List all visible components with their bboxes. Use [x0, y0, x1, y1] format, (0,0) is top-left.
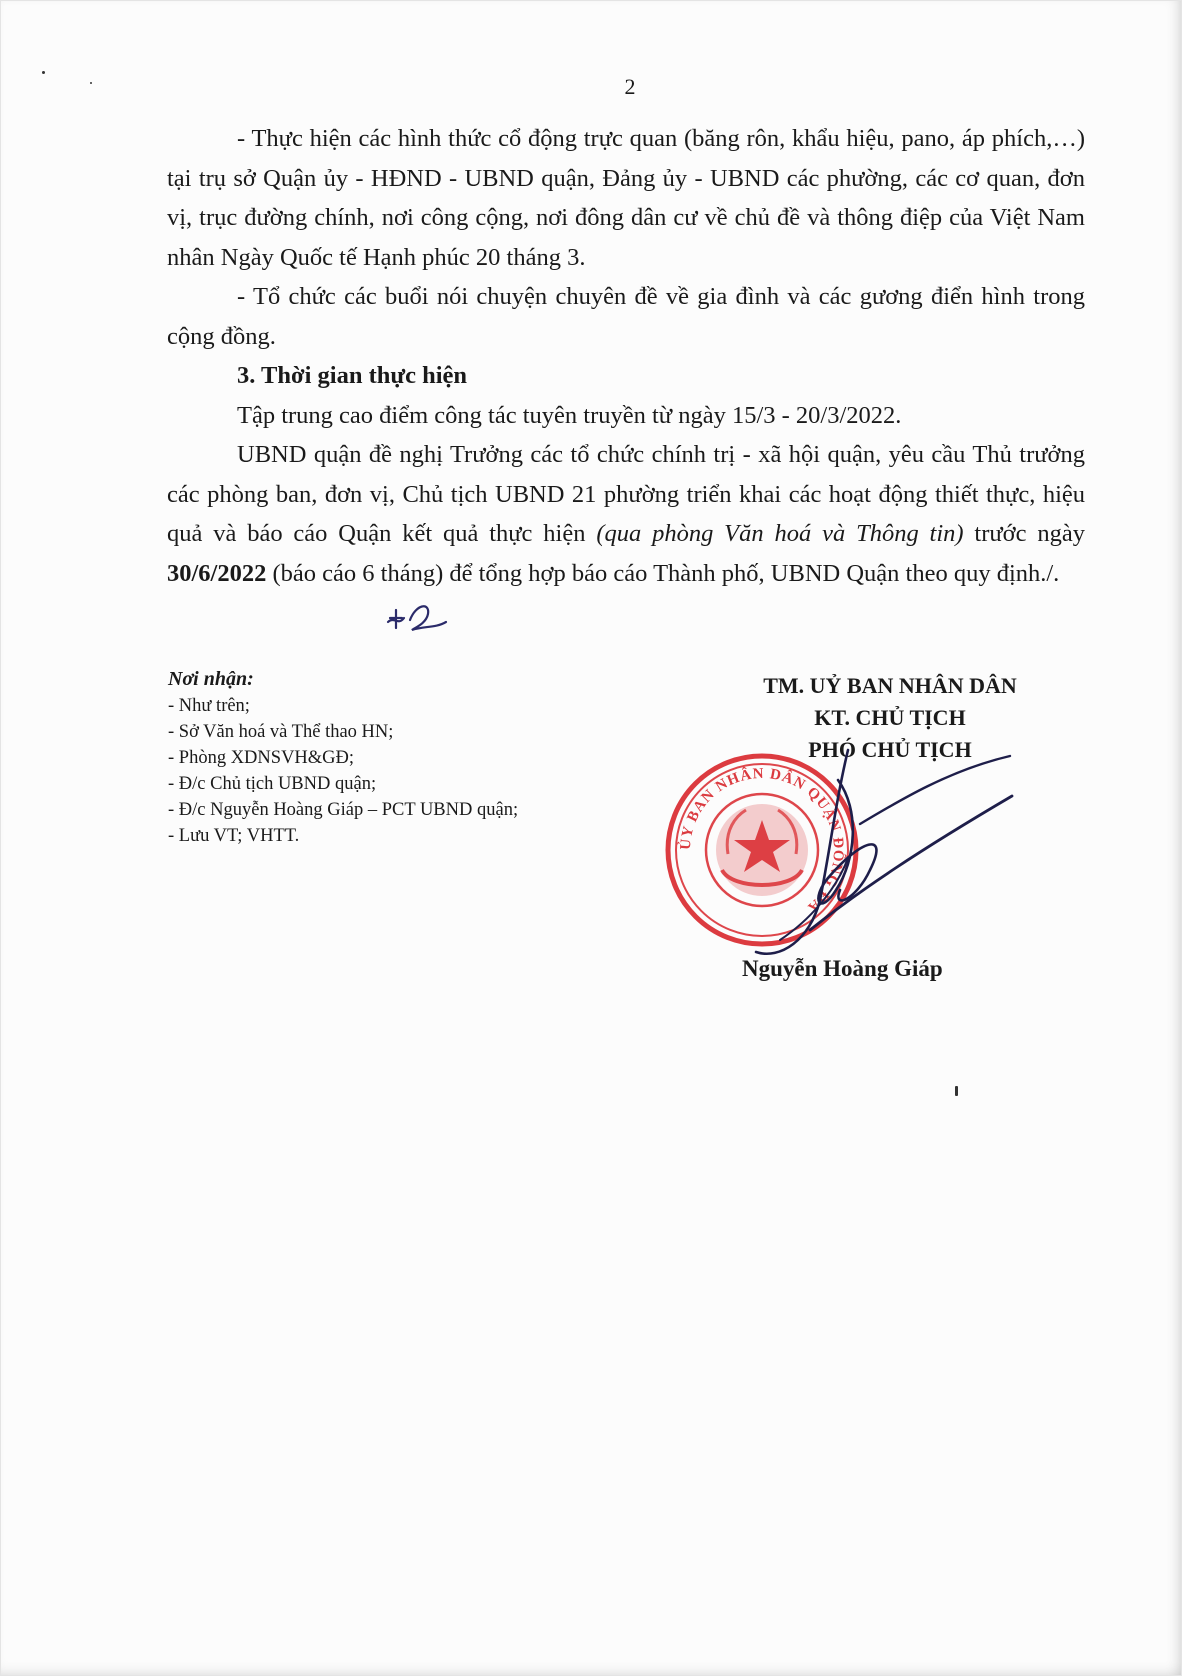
- closing-text-middle: trước ngày: [963, 520, 1085, 547]
- recipient-item: - Lưu VT; VHTT.: [168, 826, 300, 846]
- recipients-list: [168, 693, 518, 849]
- handwritten-initials: [384, 596, 454, 636]
- signature-title-line1: TM. UỶ BAN NHÂN DÂN: [763, 673, 1017, 698]
- seal-ring-text: ỦY BAN NHÂN DÂN QUẬN ĐỐNG ĐA: [677, 765, 847, 916]
- closing-text-end: (báo cáo 6 tháng) để tổng hợp báo cáo Thành phố, UBND Quận theo quy định./.: [266, 559, 1060, 587]
- paragraph-talks: - Tổ chức các buổi nói chuyện chuyên đề về gia đình và các gương điển hình trong cộng đồng.: [167, 283, 1085, 350]
- paragraph-closing: [167, 435, 1085, 593]
- recipients-block: [168, 666, 518, 849]
- recipient-item: - Phòng XDNSVH&GĐ;: [168, 748, 355, 768]
- recipient-item: - Đ/c Nguyễn Hoàng Giáp – PCT UBND quận;: [168, 800, 519, 820]
- scan-speck: [955, 1086, 958, 1096]
- document-body: [167, 119, 1085, 593]
- paragraph-timeline: Tập trung cao điểm công tác tuyên truyền từ ngày 15/3 - 20/3/2022.: [237, 401, 902, 429]
- recipient-item: - Như trên;: [168, 696, 250, 716]
- signature-title-line3: PHÓ CHỦ TỊCH: [808, 737, 972, 762]
- paragraph-visual-campaign: - Thực hiện các hình thức cổ động trực quan (băng rôn, khẩu hiệu, pano, áp phích,…) tại trụ sở Quận ủy - HĐND - UBND quận, Đảng ủy - UBND các phường, các cơ quan, đơn vị, trục đường chính, nơi công cộng, nơi đông dân cư về chủ đề và thông điệp của Việt Nam nhân Ngày Quốc tế Hạnh phúc 20 tháng 3.: [167, 125, 1085, 271]
- signature-title-line2: KT. CHỦ TỊCH: [814, 705, 966, 730]
- page-number: 2: [624, 74, 636, 99]
- closing-italic-via: (qua phòng Văn hoá và Thông tin): [596, 520, 964, 547]
- section-heading-timeline: 3. Thời gian thực hiện: [237, 362, 467, 389]
- handwritten-signature: [660, 740, 1020, 970]
- closing-text-start: UBND quận đề nghị Trưởng các tổ chức chính trị - xã hội quận, yêu cầu Thủ trưởng các phòng ban, đơn vị, Chủ tịch UBND 21 phường triển khai các hoạt động thiết thực, hiệu quả và báo cáo Quận kết quả thực hiện: [167, 441, 1085, 547]
- recipient-item: - Sở Văn hoá và Thể thao HN;: [168, 722, 394, 742]
- recipients-title: Nơi nhận:: [168, 668, 254, 690]
- closing-deadline: 30/6/2022: [167, 559, 267, 587]
- recipient-item: - Đ/c Chủ tịch UBND quận;: [168, 774, 377, 794]
- signer-name: Nguyễn Hoàng Giáp: [742, 956, 943, 981]
